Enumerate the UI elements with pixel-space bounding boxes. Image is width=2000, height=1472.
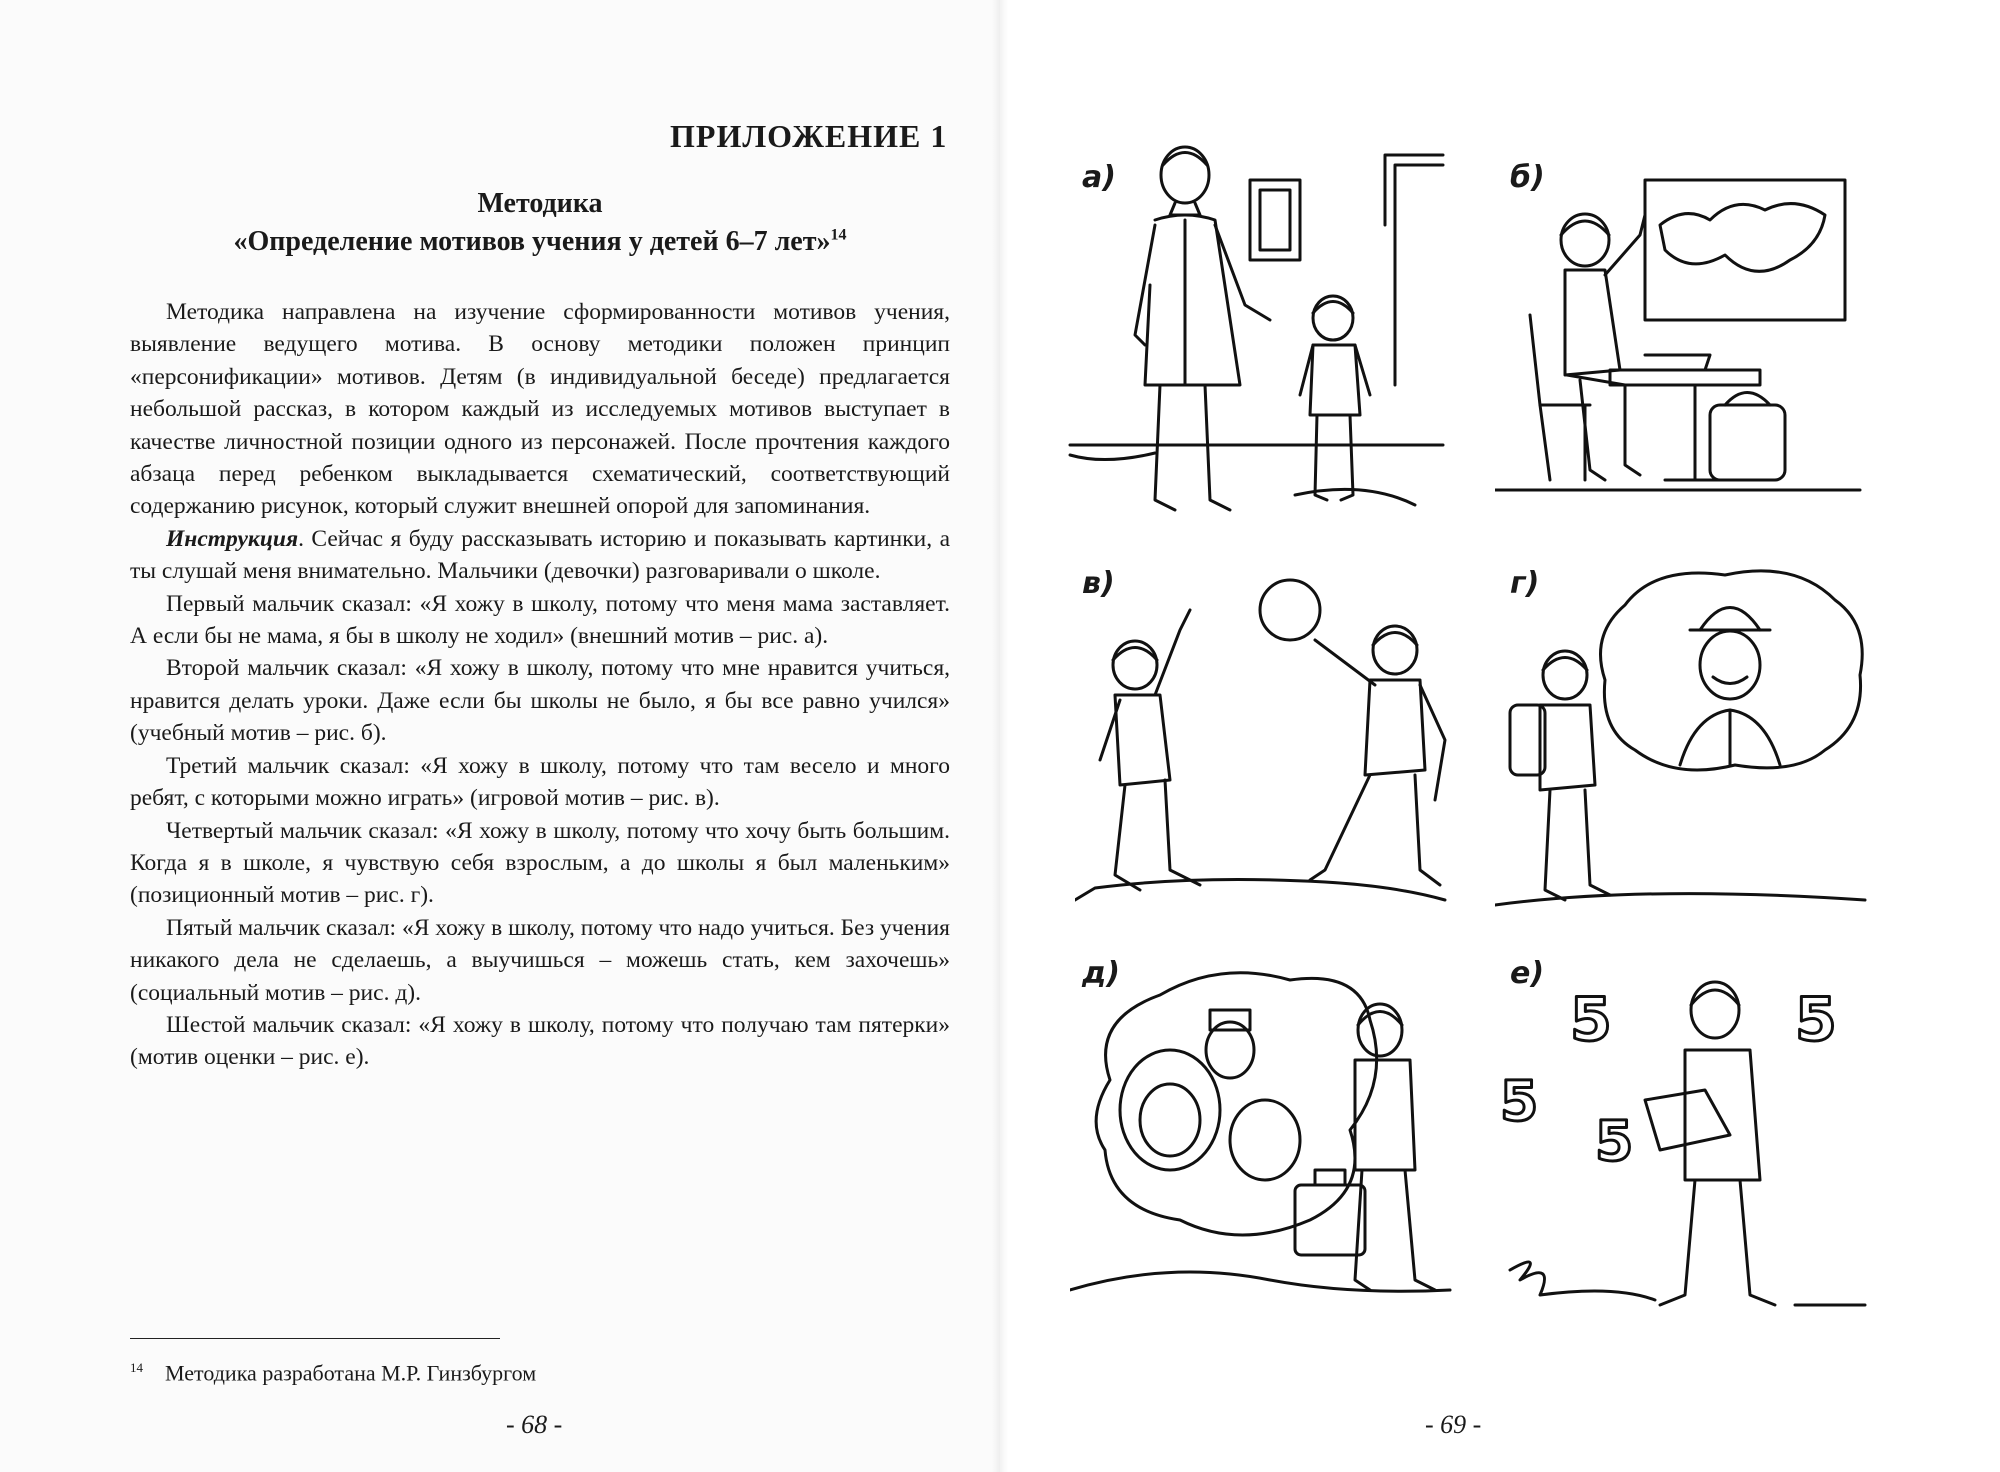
map-board [1645, 180, 1845, 320]
school-bag [1295, 1185, 1365, 1255]
grade-five-2: 5 [1795, 985, 1837, 1055]
method-title-line2 [130, 226, 950, 258]
illustration-b-boy-at-desk [1495, 135, 1865, 525]
footnote-ref: 14 [830, 226, 847, 244]
page-number-right: - 69 - [1425, 1410, 1482, 1439]
wall-picture [1250, 180, 1300, 260]
instruction-label: Инструкция [166, 525, 299, 552]
grade-five-1: 5 [1570, 985, 1612, 1055]
appendix-heading: ПРИЛОЖЕНИЕ 1 [670, 118, 948, 154]
grade-five-4: 5 [1595, 1109, 1634, 1173]
illustration-d-future-professions [1070, 960, 1460, 1340]
footnote-text: Методика разработана М.Р. Гинзбургом [165, 1360, 537, 1386]
label-e: е) [1510, 956, 1545, 991]
page-number-left: - 68 - [506, 1410, 563, 1439]
footnote-number: 14 [130, 1360, 143, 1375]
paragraph-fourth-boy: Четвертый мальчик сказал: «Я хожу в школу, потому что хочу быть большим. Когда я в школе, я чувствую себя взрослым, а до школы я был маленьким» (позиционный мотив – рис. г). [130, 817, 950, 909]
grade-five-3: 5 [1500, 1069, 1539, 1133]
method-title-line1: Методика [477, 188, 603, 219]
illustration-e-boy-with-grades [1495, 960, 1870, 1340]
paragraph-third-boy: Третий мальчик сказал: «Я хожу в школу, потому что там весело и много ребят, с которыми можно играть» (игровой мотив – рис. в). [130, 752, 950, 812]
label-b: б) [1510, 160, 1545, 195]
method-title-text: «Определение мотивов учения у детей 6–7 лет» [233, 226, 831, 257]
label-d: д) [1082, 956, 1120, 991]
instruction-text: . Сейчас я буду рассказывать историю и показывать картинки, а ты слушай меня внимательно. Мальчики (девочки) разговаривали о школе. [130, 525, 950, 585]
paragraph-first-boy: Первый мальчик сказал: «Я хожу в школу, потому что меня мама заставляет. А если бы не мама, я бы в школу не ходил» (внешний мотив – рис. а). [130, 590, 950, 650]
paragraph-sixth-boy: Шестой мальчик сказал: «Я хожу в школу, потому что получаю там пятерки» (мотив оценки – рис. е). [130, 1011, 950, 1071]
footnote-divider [130, 1338, 500, 1339]
body-text [130, 296, 950, 1074]
illustration-a-mother-child [1065, 135, 1445, 525]
dream-cloud [1096, 973, 1377, 1235]
intro-paragraph: Методика направлена на изучение сформированности мотивов учения, выявление ведущего мотива. В основу методики положен принцип «персонификации» мотивов. Детям (в индивидуальной беседе) предлагается небольшой рассказ, в котором каждый из исследуемых мотивов выступает в качестве личностной позиции одного из персонажей. После прочтения каждого абзаца перед ребенком выкладывается схематический, соответствующий содержанию рисунок, который служит внешней опорой для запоминания. [130, 299, 950, 520]
book-gutter [992, 0, 1008, 1472]
paragraph-second-boy: Второй мальчик сказал: «Я хожу в школу, потому что мне нравится учиться, нравится делать уроки. Даже если бы школы не было, я бы все равно учился» (учебный мотив – рис. б). [130, 655, 950, 747]
label-v: в) [1082, 566, 1115, 601]
label-a: а) [1082, 160, 1116, 195]
illustration-v-boys-playing-ball [1075, 570, 1455, 930]
diary-book [1645, 1090, 1730, 1150]
illustration-g-boy-dreaming [1495, 565, 1870, 930]
ball [1260, 580, 1320, 640]
instruction-paragraph [130, 523, 950, 588]
label-g: г) [1510, 566, 1540, 601]
paragraph-fifth-boy: Пятый мальчик сказал: «Я хожу в школу, потому что надо учиться. Без учения никакого дела не сделаешь, а выучишься – можешь стать, кем захочешь» (социальный мотив – рис. д). [130, 914, 950, 1006]
footnote [130, 1360, 536, 1386]
